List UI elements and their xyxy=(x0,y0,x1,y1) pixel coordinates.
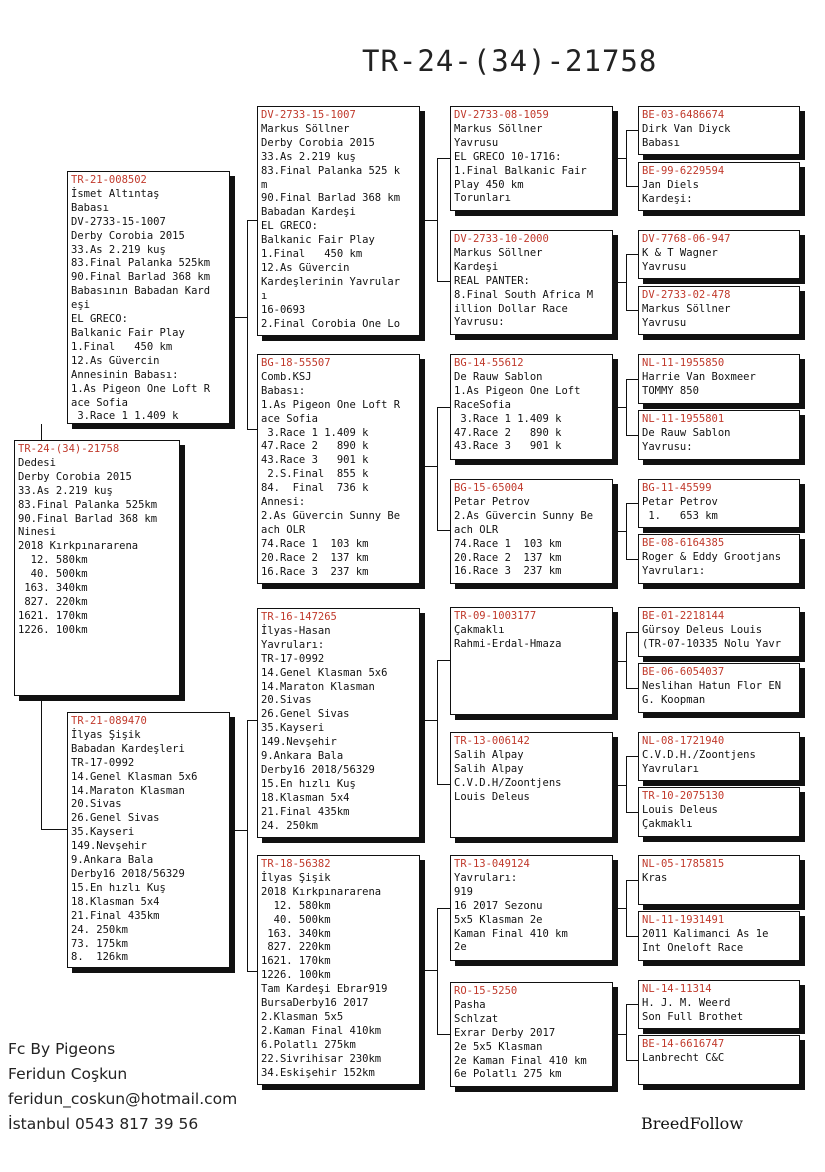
pedigree-text-line: 47.Race 2 890 k xyxy=(454,426,562,439)
pedigree-text-line: 16-0693 xyxy=(261,303,306,316)
pedigree-text-line: Yavrusu: xyxy=(454,316,505,329)
pedigree-text-line: 1.As Pigeon One Loft R xyxy=(261,398,401,411)
pedigree-text-line: 24. 250km xyxy=(261,819,318,832)
pedigree-text-line: 1226. 100km xyxy=(261,969,331,982)
pedigree-text-line: Louis Deleus xyxy=(454,790,530,803)
ring-number: TR-21-089470 xyxy=(71,715,147,727)
pedigree-text-line: 2.As Güvercin Sunny Be xyxy=(454,509,594,522)
pedigree-text-line: 14.Genel Klasman 5x6 xyxy=(71,770,198,783)
pedigree-text-line: H. J. M. Weerd xyxy=(642,996,731,1009)
pedigree-text-line: 22.Sivrihisar 230km xyxy=(261,1052,382,1065)
pedigree-box-ss[interactable] xyxy=(257,106,420,336)
pedigree-text-line: 2018 Kırkpınararena xyxy=(18,540,139,553)
pedigree-text-line: 84. Final 736 k xyxy=(261,482,369,495)
pedigree-text-line: 2.S.Final 855 k xyxy=(261,468,369,481)
pedigree-text-line: RaceSofia xyxy=(454,398,511,411)
contact-info xyxy=(8,1037,237,1137)
pedigree-text-line: İsmet Altıntaş xyxy=(71,187,160,200)
ring-number: TR-13-006142 xyxy=(454,735,530,747)
pedigree-text-line: Babasının Babadan Kard xyxy=(71,285,211,298)
pedigree-text-line: 14.Maraton Klasman xyxy=(71,784,185,797)
pedigree-text-line: 15.En hızlı Kuş xyxy=(71,881,166,894)
pedigree-text-line: Schlzat xyxy=(454,1012,499,1025)
pedigree-text-line: Ninesi xyxy=(18,526,56,539)
pedigree-text-line: Son Full Brothet xyxy=(642,1010,744,1023)
pedigree-text-line: 15.En hızlı Kuş xyxy=(261,777,356,790)
pedigree-text-line: 163. 340km xyxy=(18,582,88,595)
pedigree-text-line: Salih Alpay xyxy=(454,762,524,775)
ring-number: NL-11-1955850 xyxy=(642,357,725,369)
ring-number: RO-15-5250 xyxy=(454,985,518,997)
pedigree-box-dd[interactable] xyxy=(257,855,420,1085)
pedigree-text-line: Yavruları: xyxy=(642,564,706,577)
pedigree-text-line: m xyxy=(261,178,268,191)
pedigree-text-line: C.V.D.H/Zoontjens xyxy=(454,776,562,789)
pedigree-box-dsds[interactable] xyxy=(638,732,800,781)
pedigree-text-line: 73. 175km xyxy=(71,937,128,950)
pedigree-text-line: 24. 250km xyxy=(71,923,128,936)
pedigree-text-line: 3.Race 1 1.409 k xyxy=(71,410,179,423)
pedigree-text-line: Annesi: xyxy=(261,496,306,509)
pedigree-box-dss[interactable] xyxy=(450,607,613,715)
pedigree-title: TR-24-(34)-21758 xyxy=(362,44,658,78)
pedigree-text-line: 21.Final 435km xyxy=(261,805,350,818)
pedigree-text-line: Derby Corobia 2015 xyxy=(261,136,375,149)
ring-number: NL-11-1931491 xyxy=(642,914,725,926)
pedigree-box-sdss[interactable] xyxy=(638,354,800,404)
pedigree-text-line: İlyas-Hasan xyxy=(261,624,331,637)
pedigree-text-line: Kardeşlerinin Yavrular xyxy=(261,275,401,288)
pedigree-text-line: Tam Kardeşi Ebrar919 xyxy=(261,983,388,996)
pedigree-text-line: 8. 126km xyxy=(71,951,128,964)
pedigree-text-line: 149.Nevşehir xyxy=(261,736,337,749)
ring-number: DV-2733-10-2000 xyxy=(454,233,549,245)
pedigree-text-line: 16.Race 3 237 km xyxy=(261,565,369,578)
ring-number: NL-08-1721940 xyxy=(642,735,725,747)
pedigree-text-line: Yavrusu xyxy=(454,136,499,149)
pedigree-text-line: Louis Deleus xyxy=(642,803,718,816)
pedigree-text-line: 12. 580km xyxy=(18,554,88,567)
pedigree-text-line: Çakmaklı xyxy=(642,817,693,830)
pedigree-text-line: 43.Race 3 901 k xyxy=(261,454,369,467)
pedigree-text-line: EL GRECO: xyxy=(71,313,128,326)
pedigree-text-line: 2011 Kalimanci As 1e xyxy=(642,927,769,940)
pedigree-text-line: Lanbrecht C&C xyxy=(642,1051,725,1064)
pedigree-text-line: 163. 340km xyxy=(261,927,331,940)
pedigree-text-line: Derby16 2018/56329 xyxy=(261,763,375,776)
pedigree-text-line: 14.Maraton Klasman xyxy=(261,680,375,693)
pedigree-text-line: Babası: xyxy=(261,384,306,397)
pedigree-text-line: G. Koopman xyxy=(642,693,706,706)
pedigree-box-ssd[interactable] xyxy=(450,230,613,335)
contact-phone: İstanbul 0543 817 39 56 xyxy=(8,1115,199,1133)
pedigree-text-line: ach OLR xyxy=(261,523,306,536)
pedigree-box-sd[interactable] xyxy=(257,354,420,584)
pedigree-text-line: 1. 653 km xyxy=(642,509,718,522)
pedigree-text-line: 12.As Güvercin xyxy=(71,354,160,367)
pedigree-text-line: 20.Race 2 137 km xyxy=(261,551,369,564)
pedigree-text-line: 14.Genel Klasman 5x6 xyxy=(261,666,388,679)
ring-number: BG-15-65004 xyxy=(454,482,524,494)
pedigree-text-line: Play 450 km xyxy=(454,178,524,191)
pedigree-text-line: 12. 580km xyxy=(261,899,331,912)
pedigree-text-line: ach OLR xyxy=(454,523,499,536)
pedigree-text-line: Kardeşi: xyxy=(642,192,693,205)
pedigree-text-line: Yavrusu: xyxy=(642,440,693,453)
pedigree-box-sssd[interactable] xyxy=(638,162,800,211)
pedigree-box-dssd[interactable] xyxy=(638,663,800,713)
pedigree-text-line: (TR-07-10335 Nolu Yavr xyxy=(642,637,782,650)
pedigree-text-line: Derby Corobia 2015 xyxy=(71,229,185,242)
pedigree-text-line: eşi xyxy=(71,299,90,312)
pedigree-box-dddd[interactable] xyxy=(638,1035,800,1085)
pedigree-text-line: 827. 220km xyxy=(18,595,88,608)
pedigree-text-line: DV-2733-15-1007 xyxy=(71,215,166,228)
pedigree-text-line: 2.Klasman 5x5 xyxy=(261,1010,344,1023)
pedigree-text-line: İlyas Şişik xyxy=(71,728,141,741)
pedigree-text-line: Petar Petrov xyxy=(454,495,530,508)
pedigree-text-line: 90.Final Barlad 368 km xyxy=(71,271,211,284)
pedigree-box-dsss[interactable] xyxy=(638,607,800,657)
ring-number: BE-06-6054037 xyxy=(642,666,725,678)
pedigree-text-line: Balkanic Fair Play xyxy=(261,234,375,247)
pedigree-text-line: Comb.KSJ xyxy=(261,370,312,383)
pedigree-text-line: Rahmi-Erdal-Hmaza xyxy=(454,637,562,650)
pedigree-text-line: 2e Kaman Final 410 km xyxy=(454,1054,587,1067)
pedigree-text-line: Markus Söllner xyxy=(642,302,731,315)
ring-number: TR-21-008502 xyxy=(71,174,147,186)
pedigree-text-line: Annesinin Babası: xyxy=(71,368,179,381)
contact-name: Feridun Coşkun xyxy=(8,1065,128,1083)
pedigree-text-line: Babadan Kardeşleri xyxy=(71,742,185,755)
pedigree-text-line: 83.Final Palanka 525km xyxy=(18,498,158,511)
ring-number: DV-2733-08-1059 xyxy=(454,109,549,121)
pedigree-text-line: 43.Race 3 901 k xyxy=(454,440,562,453)
pedigree-text-line: 2.Kaman Final 410km xyxy=(261,1024,382,1037)
pedigree-text-line: İlyas Şişik xyxy=(261,871,331,884)
pedigree-text-line: 1.Final 450 km xyxy=(261,248,363,261)
pedigree-text-line: Balkanic Fair Play xyxy=(71,326,185,339)
pedigree-text-line: 1226. 100km xyxy=(18,623,88,636)
pedigree-text-line: 3.Race 1 1.409 k xyxy=(261,426,369,439)
pedigree-text-line: 20.Sivas xyxy=(71,798,122,811)
pedigree-text-line: 20.Race 2 137 km xyxy=(454,551,562,564)
ring-number: NL-14-11314 xyxy=(642,983,712,995)
contact-email: feridun_coskun@hotmail.com xyxy=(8,1090,238,1108)
pedigree-text-line: Yavruları xyxy=(642,762,699,775)
ring-number: TR-10-2075130 xyxy=(642,790,725,802)
pedigree-text-line: Yavruları: xyxy=(454,871,518,884)
pedigree-text-line: C.V.D.H./Zoontjens xyxy=(642,748,756,761)
pedigree-text-line: Yavruları: xyxy=(261,638,325,651)
pedigree-text-line: illion Dollar Race xyxy=(454,302,568,315)
pedigree-text-line: 5x5 Klasman 2e xyxy=(454,913,543,926)
pedigree-text-line: 1621. 170km xyxy=(261,955,331,968)
pedigree-box-ssdd[interactable] xyxy=(638,286,800,335)
pedigree-text-line: REAL PANTER: xyxy=(454,274,530,287)
ring-number: BE-03-6486674 xyxy=(642,109,725,121)
pedigree-text-line: 2018 Kırkpınararena xyxy=(261,885,382,898)
pedigree-text-line: 33.As 2.219 kuş xyxy=(71,243,166,256)
pedigree-text-line: Kardeşi xyxy=(454,260,499,273)
pedigree-text-line: 90.Final Barlad 368 km xyxy=(261,192,401,205)
pedigree-text-line: Roger & Eddy Grootjans xyxy=(642,550,782,563)
pedigree-text-line: 40. 500km xyxy=(18,568,88,581)
pedigree-text-line: Çakmaklı xyxy=(454,623,505,636)
pedigree-text-line: 3.Race 1 1.409 k xyxy=(454,412,562,425)
pedigree-text-line: 34.Eskişehir 152km xyxy=(261,1066,375,1079)
pedigree-text-line: Int Oneloft Race xyxy=(642,941,744,954)
pedigree-text-line: 1.As Pigeon One Loft xyxy=(454,384,581,397)
pedigree-text-line: Markus Söllner xyxy=(454,246,543,259)
pedigree-box-ssss[interactable] xyxy=(638,106,800,155)
pedigree-text-line: 21.Final 435km xyxy=(71,909,160,922)
pedigree-text-line: Pasha xyxy=(454,998,486,1011)
pedigree-text-line: Jan Diels xyxy=(642,178,699,191)
pedigree-text-line: 35.Kayseri xyxy=(71,826,135,839)
pedigree-text-line: 149.Nevşehir xyxy=(71,840,147,853)
ring-number: NL-05-1785815 xyxy=(642,858,725,870)
pedigree-text-line: 1.Final Balkanic Fair xyxy=(454,164,587,177)
ring-number: BE-14-6616747 xyxy=(642,1038,725,1050)
pedigree-box-sdd[interactable] xyxy=(450,479,613,584)
pedigree-text-line: 2.As Güvercin Sunny Be xyxy=(261,509,401,522)
pedigree-text-line: 2e xyxy=(454,941,467,954)
ring-number: BE-08-6164385 xyxy=(642,537,725,549)
pedigree-box-sds[interactable] xyxy=(450,354,613,460)
ring-number: BE-99-6229594 xyxy=(642,165,725,177)
pedigree-text-line: 1621. 170km xyxy=(18,609,88,622)
pedigree-text-line: 16.Race 3 237 km xyxy=(454,565,562,578)
pedigree-text-line: TOMMY 850 xyxy=(642,384,699,397)
pedigree-text-line: Petar Petrov xyxy=(642,495,718,508)
pedigree-text-line: 16 2017 Sezonu xyxy=(454,899,543,912)
ring-number: BE-01-2218144 xyxy=(642,610,725,622)
ring-number: DV-2733-15-1007 xyxy=(261,109,356,121)
pedigree-text-line: 33.As 2.219 kuş xyxy=(18,484,113,497)
pedigree-text-line: Babası xyxy=(642,136,680,149)
pedigree-text-line: EL GRECO 10-1716: xyxy=(454,150,562,163)
pedigree-box-sdsd[interactable] xyxy=(638,410,800,460)
ring-number: TR-09-1003177 xyxy=(454,610,537,622)
pedigree-text-line: 9.Ankara Bala xyxy=(261,750,344,763)
pedigree-text-line: Yavrusu xyxy=(642,260,687,273)
pedigree-text-line: 12.As Güvercin xyxy=(261,261,350,274)
pedigree-text-line: 20.Sivas xyxy=(261,694,312,707)
pedigree-text-line: TR-17-0992 xyxy=(261,652,325,665)
ring-number: BG-14-55612 xyxy=(454,357,524,369)
ring-number: TR-16-147265 xyxy=(261,611,337,623)
pedigree-text-line: 827. 220km xyxy=(261,941,331,954)
pedigree-box-dds[interactable] xyxy=(450,855,613,961)
pedigree-text-line: 83.Final Palanka 525km xyxy=(71,257,211,270)
pedigree-text-line: 6e Polatlı 275 km xyxy=(454,1068,562,1081)
pedigree-text-line: K & T Wagner xyxy=(642,246,718,259)
pedigree-text-line: Derby16 2018/56329 xyxy=(71,867,185,880)
ring-number: NL-11-1955801 xyxy=(642,413,725,425)
ring-number: DV-7768-06-947 xyxy=(642,233,731,245)
pedigree-text-line: Neslihan Hatun Flor EN xyxy=(642,679,782,692)
pedigree-text-line: De Rauw Sablon xyxy=(642,426,731,439)
pedigree-text-line: Dedesi xyxy=(18,456,56,469)
pedigree-box-ddss[interactable] xyxy=(638,855,800,905)
pedigree-text-line: ace Sofia xyxy=(261,412,318,425)
pedigree-text-line: 2.Final Corobia One Lo xyxy=(261,317,401,330)
pedigree-text-line: 26.Genel Sivas xyxy=(71,812,160,825)
pedigree-text-line: Derby Corobia 2015 xyxy=(18,470,132,483)
contact-club: Fc By Pigeons xyxy=(8,1040,116,1058)
pedigree-text-line: Babadan Kardeşi xyxy=(261,206,356,219)
pedigree-text-line: 40. 500km xyxy=(261,913,331,926)
ring-number: DV-2733-02-478 xyxy=(642,289,731,301)
pedigree-text-line: 2e 5x5 Klasman xyxy=(454,1040,543,1053)
ring-number: TR-13-049124 xyxy=(454,858,530,870)
pedigree-text-line: 74.Race 1 103 km xyxy=(454,537,562,550)
pedigree-text-line: 1.As Pigeon One Loft R xyxy=(71,382,211,395)
ring-number: BG-18-55507 xyxy=(261,357,331,369)
pedigree-text-line: Markus Söllner xyxy=(261,122,350,135)
pedigree-box-sire[interactable] xyxy=(67,171,230,424)
pedigree-text-line: Kras xyxy=(642,871,668,884)
pedigree-text-line: Babası xyxy=(71,201,109,214)
pedigree-text-line: 90.Final Barlad 368 km xyxy=(18,512,158,525)
pedigree-text-line: Salih Alpay xyxy=(454,748,524,761)
pedigree-text-line: 33.As 2.219 kuş xyxy=(261,150,356,163)
pedigree-text-line: BursaDerby16 2017 xyxy=(261,997,369,1010)
pedigree-text-line: Kaman Final 410 km xyxy=(454,927,568,940)
pedigree-box-ddd[interactable] xyxy=(450,982,613,1087)
ring-number: TR-24-(34)-21758 xyxy=(18,443,120,455)
pedigree-box-subject[interactable] xyxy=(14,440,180,696)
pedigree-text-line: Harrie Van Boxmeer xyxy=(642,370,756,383)
pedigree-text-line: EL GRECO: xyxy=(261,220,318,233)
pedigree-text-line: Dirk Van Diyck xyxy=(642,122,731,135)
pedigree-text-line: 18.Klasman 5x4 xyxy=(71,895,160,908)
pedigree-box-ddds[interactable] xyxy=(638,980,800,1029)
pedigree-text-line: 47.Race 2 890 k xyxy=(261,440,369,453)
pedigree-text-line: ace Sofia xyxy=(71,396,128,409)
pedigree-text-line: 83.Final Palanka 525 k xyxy=(261,164,401,177)
pedigree-text-line: 9.Ankara Bala xyxy=(71,854,154,867)
pedigree-box-ds[interactable] xyxy=(257,608,420,838)
pedigree-box-dsd[interactable] xyxy=(450,732,613,838)
pedigree-text-line: 8.Final South Africa M xyxy=(454,288,594,301)
pedigree-text-line: Yavrusu xyxy=(642,316,687,329)
pedigree-text-line: 35.Kayseri xyxy=(261,722,325,735)
pedigree-text-line: Exrar Derby 2017 xyxy=(454,1026,556,1039)
ring-number: TR-18-56382 xyxy=(261,858,331,870)
pedigree-text-line: ı xyxy=(261,289,268,302)
ring-number: BG-11-45599 xyxy=(642,482,712,494)
pedigree-box-ddsd[interactable] xyxy=(638,911,800,961)
pedigree-box-dam[interactable] xyxy=(67,712,230,968)
pedigree-box-sddd[interactable] xyxy=(638,534,800,584)
pedigree-text-line: Gürsoy Deleus Louis xyxy=(642,623,763,636)
pedigree-text-line: Torunları xyxy=(454,192,511,205)
pedigree-text-line: 18.Klasman 5x4 xyxy=(261,791,350,804)
pedigree-text-line: 1.Final 450 km xyxy=(71,340,173,353)
pedigree-text-line: 919 xyxy=(454,885,473,898)
pedigree-text-line: 74.Race 1 103 km xyxy=(261,537,369,550)
pedigree-text-line: De Rauw Sablon xyxy=(454,370,543,383)
pedigree-box-sss[interactable] xyxy=(450,106,613,211)
pedigree-text-line: 6.Polatlı 275km xyxy=(261,1038,356,1051)
pedigree-box-ssds[interactable] xyxy=(638,230,800,279)
pedigree-text-line: TR-17-0992 xyxy=(71,756,135,769)
brand-logo: BreedFollow xyxy=(641,1114,744,1133)
pedigree-box-sdds[interactable] xyxy=(638,479,800,528)
pedigree-text-line: Markus Söllner xyxy=(454,122,543,135)
pedigree-text-line: 26.Genel Sivas xyxy=(261,708,350,721)
pedigree-box-dsdd[interactable] xyxy=(638,787,800,837)
